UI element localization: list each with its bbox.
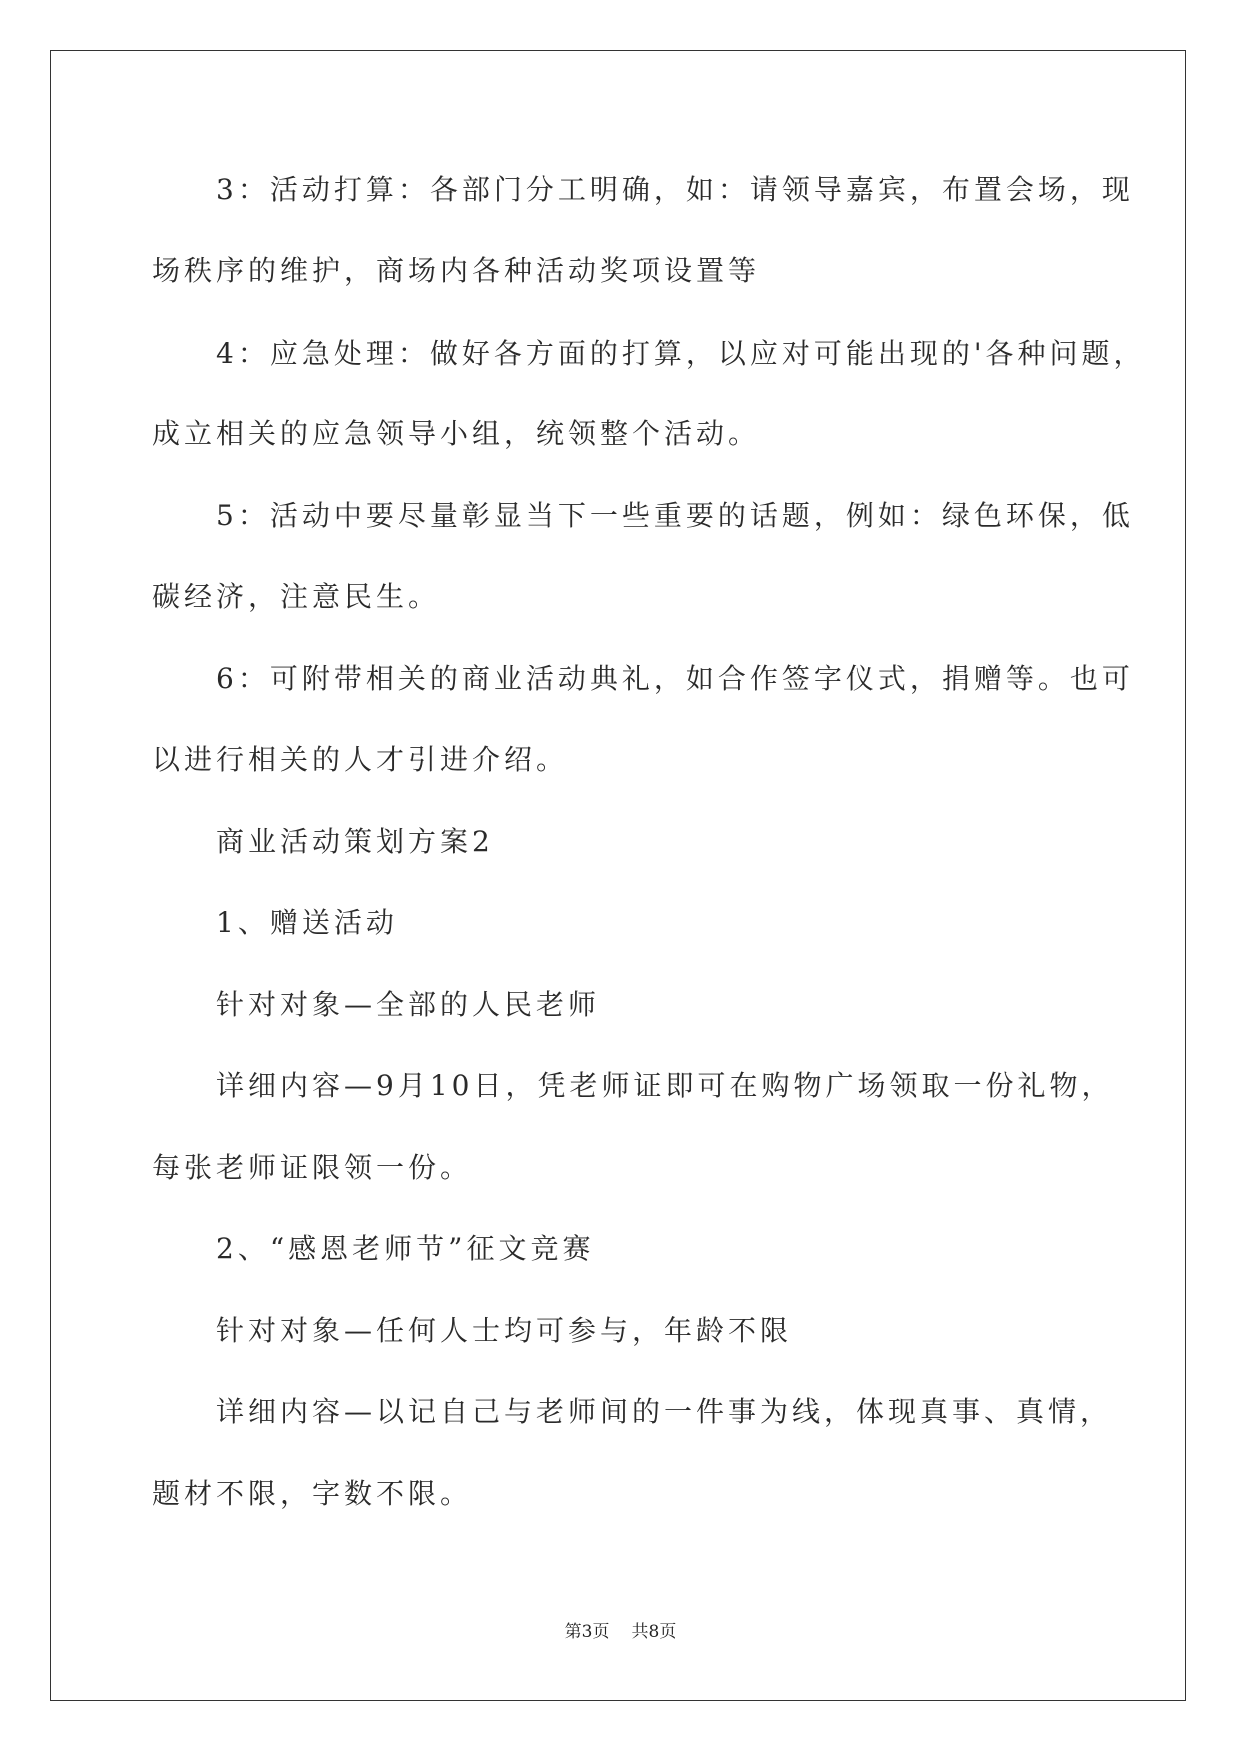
body-line: 每张老师证限领一份。 [152,1151,473,1184]
body-line: 碳经济，注意民生。 [152,580,441,613]
body-line: 5：活动中要尽量彰显当下一些重要的话题，例如：绿色环保，低 [152,499,1134,532]
body-line: 详细内容—以记自己与老师间的一件事为线，体现真事、真情， [152,1395,1113,1428]
body-line: 题材不限，字数不限。 [152,1477,473,1510]
body-line: 6：可附带相关的商业活动典礼，如合作签字仪式，捐赠等。也可 [152,662,1134,695]
body-line: 以进行相关的人才引进介绍。 [152,743,569,776]
section-heading: 商业活动策划方案2 [152,825,494,858]
body-line: 场秩序的维护，商场内各种活动奖项设置等 [152,254,761,287]
body-line: 详细内容—9月10日，凭老师证即可在购物广场领取一份礼物， [152,1069,1114,1102]
body-line: 4：应急处理：做好各方面的打算，以应对可能出现的'各种问题， [152,337,1146,370]
body-line: 成立相关的应急领导小组，统领整个活动。 [152,417,761,450]
body-line: 3：活动打算：各部门分工明确，如：请领导嘉宾，布置会场，现 [152,173,1134,206]
page-footer [0,1617,1241,1642]
page-border [50,50,1186,1701]
page-total: 共8页 [631,1622,677,1642]
body-line: 针对对象—任何人士均可参与，年龄不限 [152,1314,793,1347]
body-line: 2、“感恩老师节”征文竞赛 [152,1232,595,1265]
body-line: 1、赠送活动 [152,906,398,939]
body-line: 针对对象—全部的人民老师 [152,988,601,1021]
page-number: 第3页 [564,1622,610,1642]
